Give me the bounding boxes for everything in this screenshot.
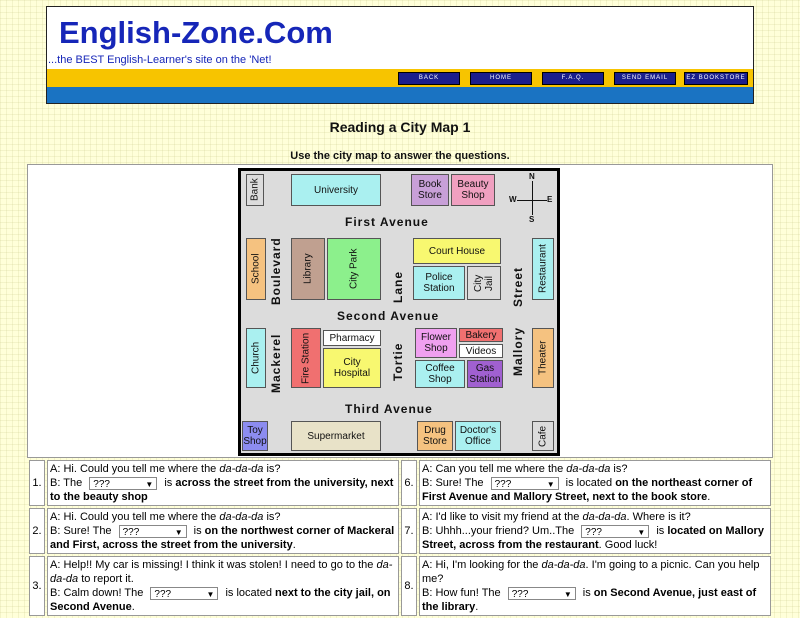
site-header — [46, 6, 754, 104]
page-title: Reading a City Map 1 — [329, 119, 471, 135]
city-map — [238, 168, 560, 456]
map-library: Library — [291, 238, 325, 300]
question-number: 2. — [29, 508, 45, 554]
street-mallory: Mallory — [511, 326, 525, 376]
nav-home-button[interactable]: HOME — [470, 72, 532, 85]
answer-select-3[interactable]: ??? ▼ — [150, 587, 218, 600]
answer-text: . Good luck! — [598, 539, 658, 551]
question-1 — [47, 460, 399, 506]
answer-text: B: Calm down! The — [50, 587, 147, 599]
answer-clue: located on Mallory Street, across from the restaurant — [422, 525, 764, 551]
question-text: . I'm going to a picnic. Can you help me? — [422, 559, 760, 585]
street-tortie: Tortie — [391, 342, 405, 381]
answer-clue: next to the city jail, on Second Avenue — [50, 587, 391, 613]
question-number: 3. — [29, 556, 45, 616]
answer-select-1[interactable]: ??? ▼ — [89, 477, 157, 490]
answer-clue: on the northwest corner of Mackeral and First, across the street from the university — [50, 525, 395, 551]
map-university: University — [291, 174, 381, 206]
nav-bar — [47, 69, 753, 87]
map-city-park: City Park — [327, 238, 381, 300]
answer-clue: across the street from the university, next to the beauty shop — [50, 477, 394, 503]
answer-text: . — [292, 539, 296, 551]
question-text: to report it. — [78, 573, 134, 585]
map-city-jail: City Jail — [467, 266, 501, 300]
answer-text: is — [579, 587, 594, 599]
map-court-house: Court House — [413, 238, 501, 264]
question-text: . Where is it? — [626, 511, 691, 523]
question-text: is? — [610, 463, 628, 475]
question-6 — [419, 460, 771, 506]
answer-text: . — [707, 491, 711, 503]
question-number: 8. — [401, 556, 417, 616]
question-number: 6. — [401, 460, 417, 506]
map-beauty-shop: Beauty Shop — [451, 174, 495, 206]
map-coffee-shop: Coffee Shop — [415, 360, 465, 388]
question-3 — [47, 556, 399, 616]
nav-send-email-button[interactable]: SEND EMAIL — [614, 72, 676, 85]
nav-bookstore-button[interactable]: EZ BOOKSTORE — [684, 72, 748, 85]
street-second-avenue: Second Avenue — [337, 309, 440, 323]
map-cafe: Cafe — [532, 421, 554, 451]
answer-text: . — [475, 601, 479, 613]
questions-table — [27, 458, 773, 618]
nav-back-button[interactable]: BACK — [398, 72, 460, 85]
site-title[interactable]: English-Zone.Com — [59, 15, 333, 50]
map-toy-shop: Toy Shop — [242, 421, 268, 451]
answer-text: is — [190, 525, 205, 537]
map-flower-shop: Flower Shop — [415, 328, 457, 358]
placeholder-word: da-da-da — [50, 559, 393, 585]
answer-text: is located — [562, 477, 616, 489]
answer-select-6[interactable]: ??? ▼ — [491, 477, 559, 490]
answer-text: B: How fun! The — [422, 587, 504, 599]
street-third-avenue: Third Avenue — [345, 402, 433, 416]
street-mackerel: Mackerel — [269, 333, 283, 393]
question-text: A: I'd like to visit my friend at the — [422, 511, 583, 523]
answer-clue: on Second Avenue, just east of the library — [422, 587, 757, 613]
compass-north: N — [529, 172, 535, 181]
site-tagline: ...the BEST English-Learner's site on the 'Net! — [48, 54, 272, 66]
question-row — [29, 508, 771, 554]
answer-select-2[interactable]: ??? ▼ — [119, 525, 187, 538]
map-restaurant: Restaurant — [532, 238, 554, 300]
question-text: A: Hi. Could you tell me where the — [50, 463, 220, 475]
answer-text: B: Sure! The — [422, 477, 487, 489]
answer-text: is — [161, 477, 176, 489]
question-text: A: Hi, I'm looking for the — [422, 559, 542, 571]
street-street-name: Street — [511, 266, 525, 307]
map-drug-store: Drug Store — [417, 421, 453, 451]
map-videos: Videos — [459, 344, 503, 358]
question-number: 7. — [401, 508, 417, 554]
map-book-store: Book Store — [411, 174, 449, 206]
map-bakery: Bakery — [459, 328, 503, 342]
map-theater: Theater — [532, 328, 554, 388]
street-boulevard: Boulevard — [269, 237, 283, 305]
placeholder-word: da-da-da — [219, 463, 264, 475]
placeholder-word: da-da-da — [566, 463, 611, 475]
map-gas-station: Gas Station — [467, 360, 503, 388]
question-text: A: Help!! My car is missing! I think it was stolen! I need to go to the — [50, 559, 377, 571]
question-text: A: Hi. Could you tell me where the — [50, 511, 220, 523]
map-city-hospital: City Hospital — [323, 348, 381, 388]
map-police-station: Police Station — [413, 266, 465, 300]
answer-text: B: Sure! The — [50, 525, 115, 537]
map-pharmacy: Pharmacy — [323, 330, 381, 346]
map-school: School — [246, 238, 266, 300]
answer-text: . — [131, 601, 135, 613]
map-doctors-office: Doctor's Office — [455, 421, 501, 451]
placeholder-word: da-da-da — [582, 511, 627, 523]
answer-select-7[interactable]: ??? ▼ — [581, 525, 649, 538]
instructions: Use the city map to answer the questions. — [290, 150, 510, 162]
map-supermarket: Supermarket — [291, 421, 381, 451]
question-row — [29, 556, 771, 616]
answer-text: B: Uhhh...your friend? Um..The — [422, 525, 578, 537]
question-text: A: Can you tell me where the — [422, 463, 567, 475]
question-text: is? — [263, 511, 281, 523]
map-bank: Bank — [246, 174, 264, 206]
question-number: 1. — [29, 460, 45, 506]
compass-east: E — [547, 195, 553, 204]
placeholder-word: da-da-da — [219, 511, 264, 523]
answer-text: is located — [222, 587, 275, 599]
question-8 — [419, 556, 771, 616]
question-row — [29, 460, 771, 506]
map-church: Church — [246, 328, 266, 388]
answer-text: is — [653, 525, 668, 537]
question-7 — [419, 508, 771, 554]
question-2 — [47, 508, 399, 554]
placeholder-word: da-da-da — [541, 559, 586, 571]
street-lane: Lane — [391, 270, 405, 303]
nav-faq-button[interactable]: F.A.Q. — [542, 72, 604, 85]
answer-select-8[interactable]: ??? ▼ — [508, 587, 576, 600]
street-first-avenue: First Avenue — [345, 215, 429, 229]
answer-clue: on the northeast corner of First Avenue and Mallory Street, next to the book store — [422, 477, 753, 503]
header-blue-bar — [47, 87, 753, 103]
compass-west: W — [509, 195, 517, 204]
compass-south: S — [529, 215, 535, 224]
answer-text: B: The — [50, 477, 86, 489]
map-fire-station: Fire Station — [291, 328, 321, 388]
question-text: is? — [263, 463, 281, 475]
